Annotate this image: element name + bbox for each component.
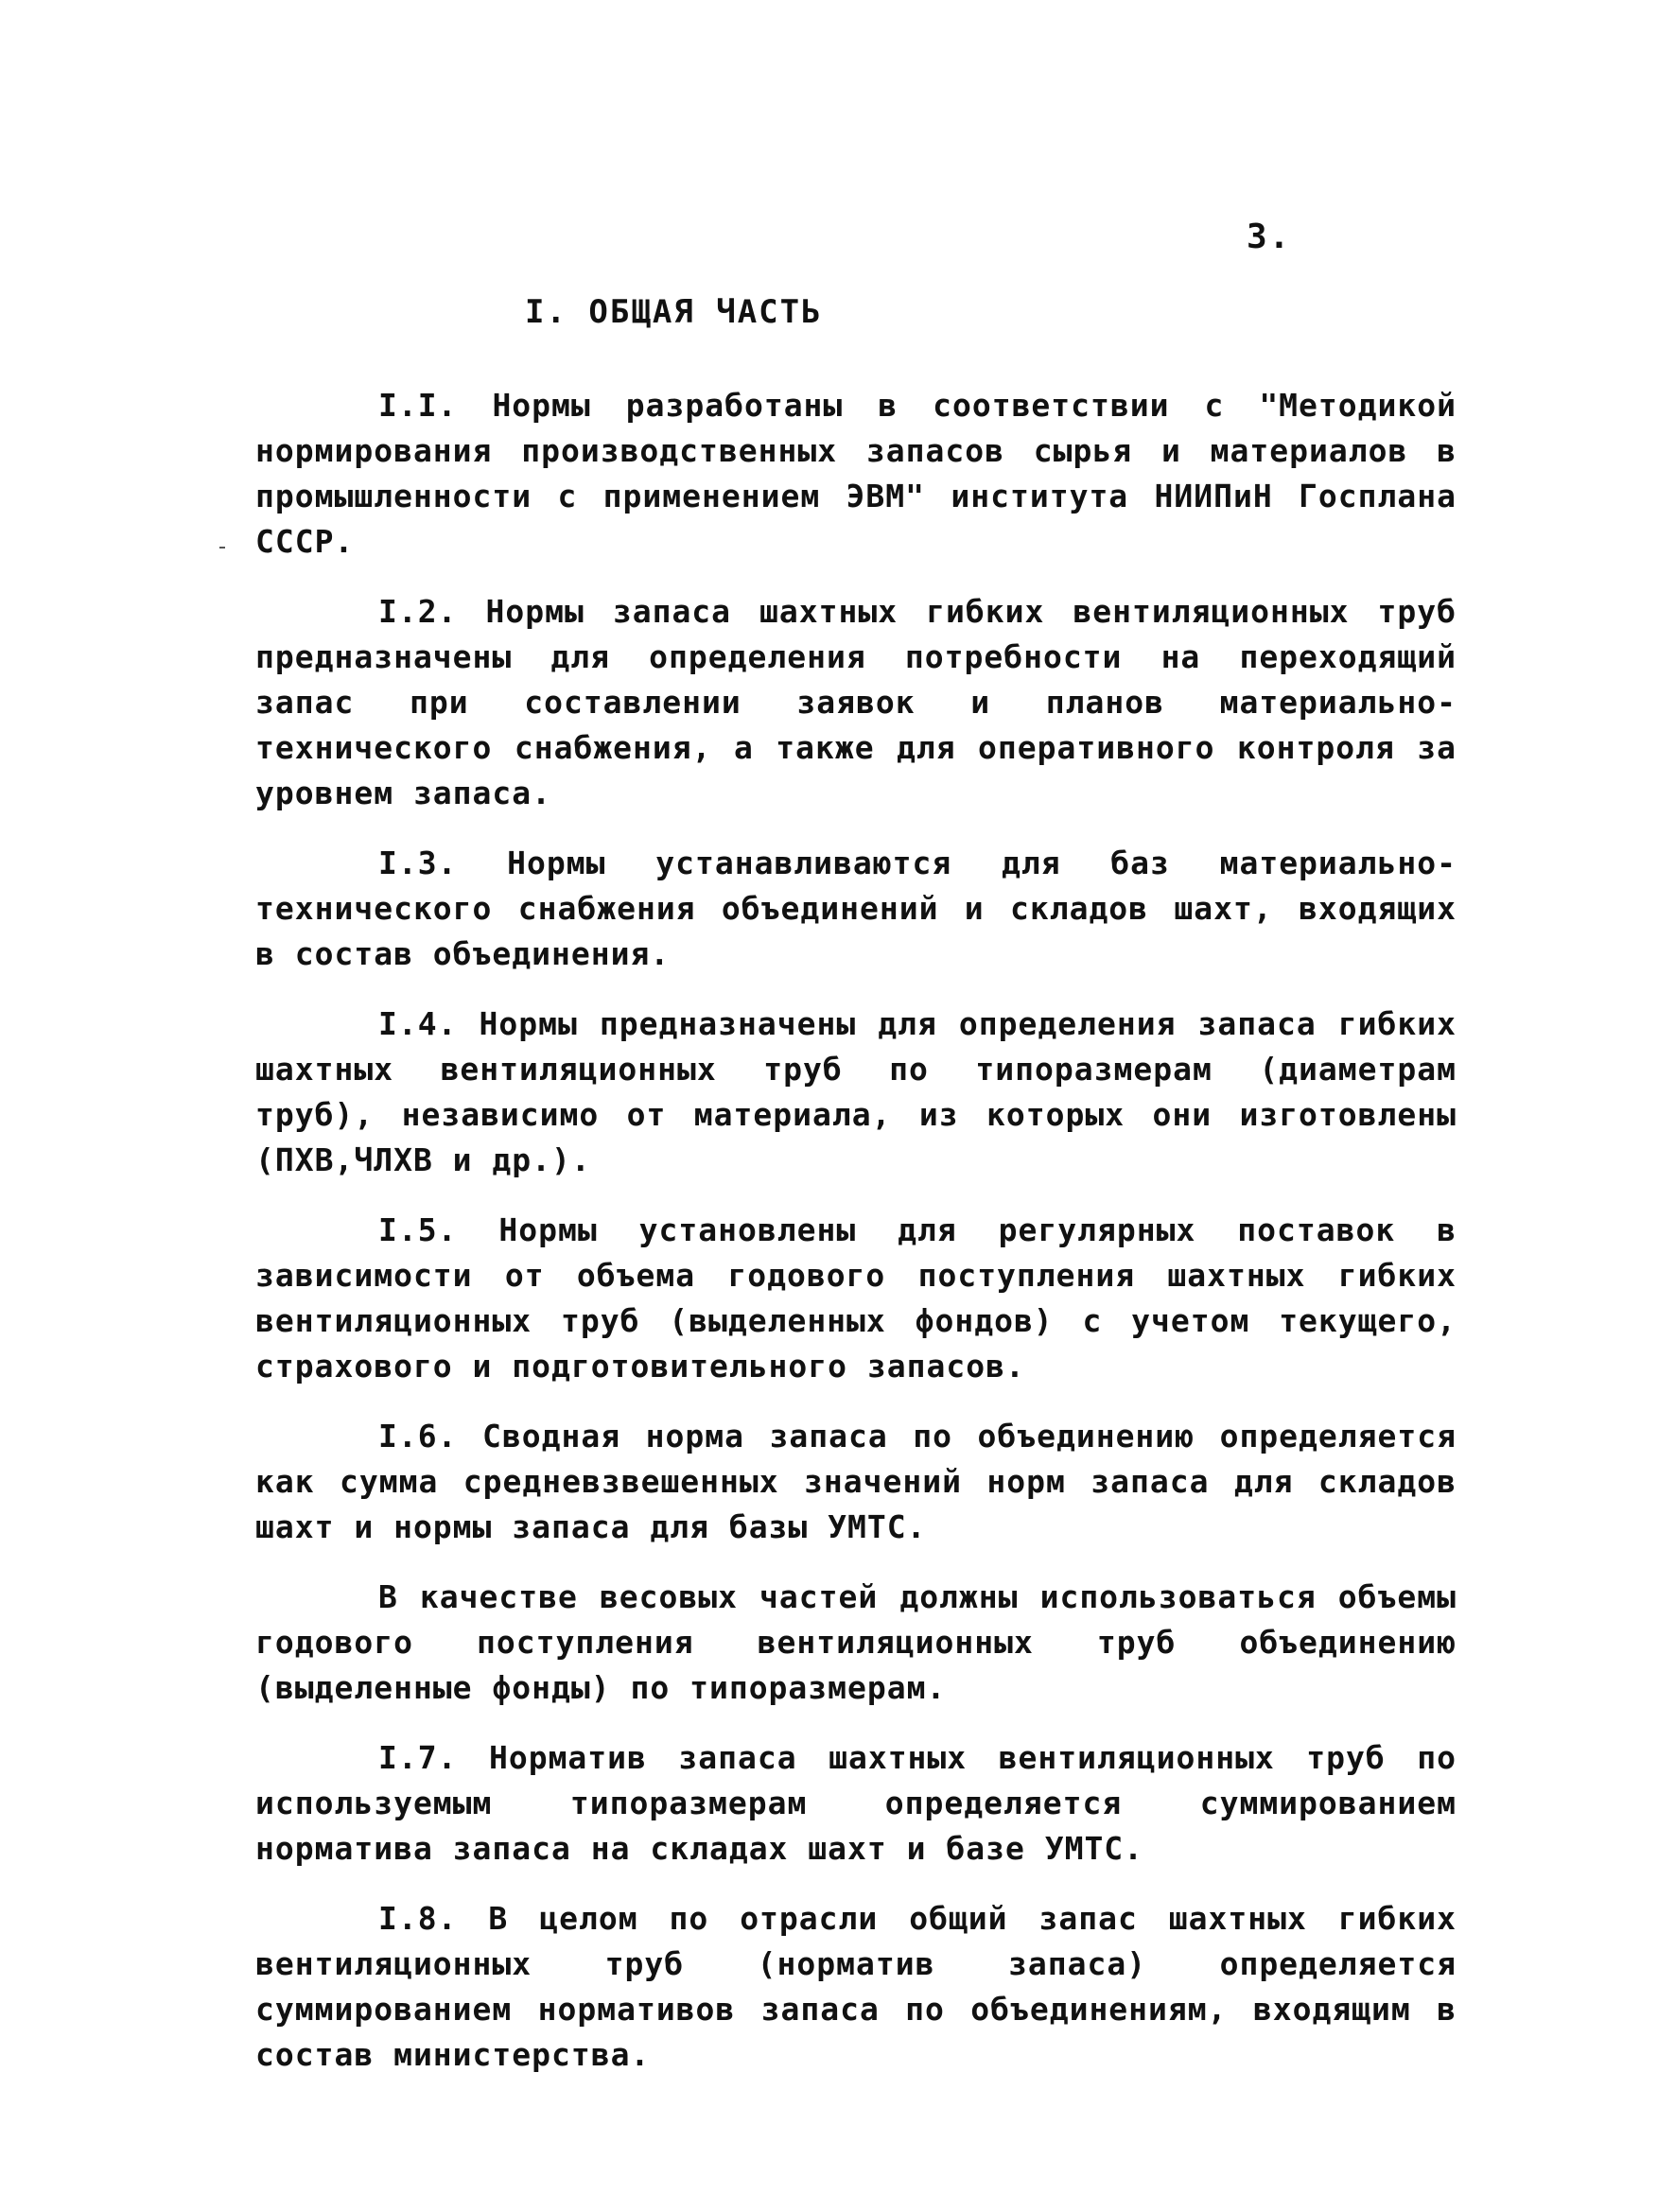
scan-mark: [219, 547, 225, 549]
body-text: [255, 383, 1457, 2102]
paragraph-1-3: I.3. Нормы устанавливаются для баз материально-технического снабжения объединений и складов шахт, входящих в состав объединения.: [255, 845, 1457, 972]
paragraph-1-1: I.I. Нормы разработаны в соответствии с "Методикой нормирования производственных запасов сырья и материалов в промышленности с применением ЭВМ" института НИИПиН Госплана СССР.: [255, 387, 1457, 560]
paragraph-1-4: I.4. Нормы предназначены для определения запаса гибких шахтных вентиляционных труб по типоразмерам (диаметрам труб), независимо от материала, из которых они изготовлены (ПХВ,ЧЛХВ и др.).: [255, 1005, 1457, 1178]
paragraph-1-6: I.6. Сводная норма запаса по объединению определяется как сумма средневзвешенных значений норм запаса для складов шахт и нормы запаса для базы УМТС.: [255, 1418, 1457, 1545]
paragraph-1-2: I.2. Нормы запаса шахтных гибких вентиляционных труб предназначены для определения потребности на переходящий запас при составлении заявок и планов материально-технического снабжения, а также для оперативного контроля за уровнем запаса.: [255, 593, 1457, 811]
paragraph-1-7: I.7. Норматив запаса шахтных вентиляционных труб по используемым типоразмерам определяется суммированием норматива запаса на складах шахт и базе УМТС.: [255, 1739, 1457, 1867]
page-number: 3.: [1247, 218, 1292, 256]
section-title: I. ОБЩАЯ ЧАСТЬ: [525, 293, 823, 331]
paragraph-1-8: I.8. В целом по отрасли общий запас шахтных гибких вентиляционных труб (норматив запаса) определяется суммированием нормативов запаса по объединениям, входящим в состав министерства.: [255, 1900, 1457, 2073]
paragraph-1-5: I.5. Нормы установлены для регулярных поставок в зависимости от объема годового поступления шахтных гибких вентиляционных труб (выделенных фондов) с учетом текущего, страхового и подготовительного запасов.: [255, 1211, 1457, 1385]
paragraph-1-6-weights: В качестве весовых частей должны использоваться объемы годового поступления вентиляционных труб объединению (выделенные фонды) по типоразмерам.: [255, 1578, 1457, 1706]
